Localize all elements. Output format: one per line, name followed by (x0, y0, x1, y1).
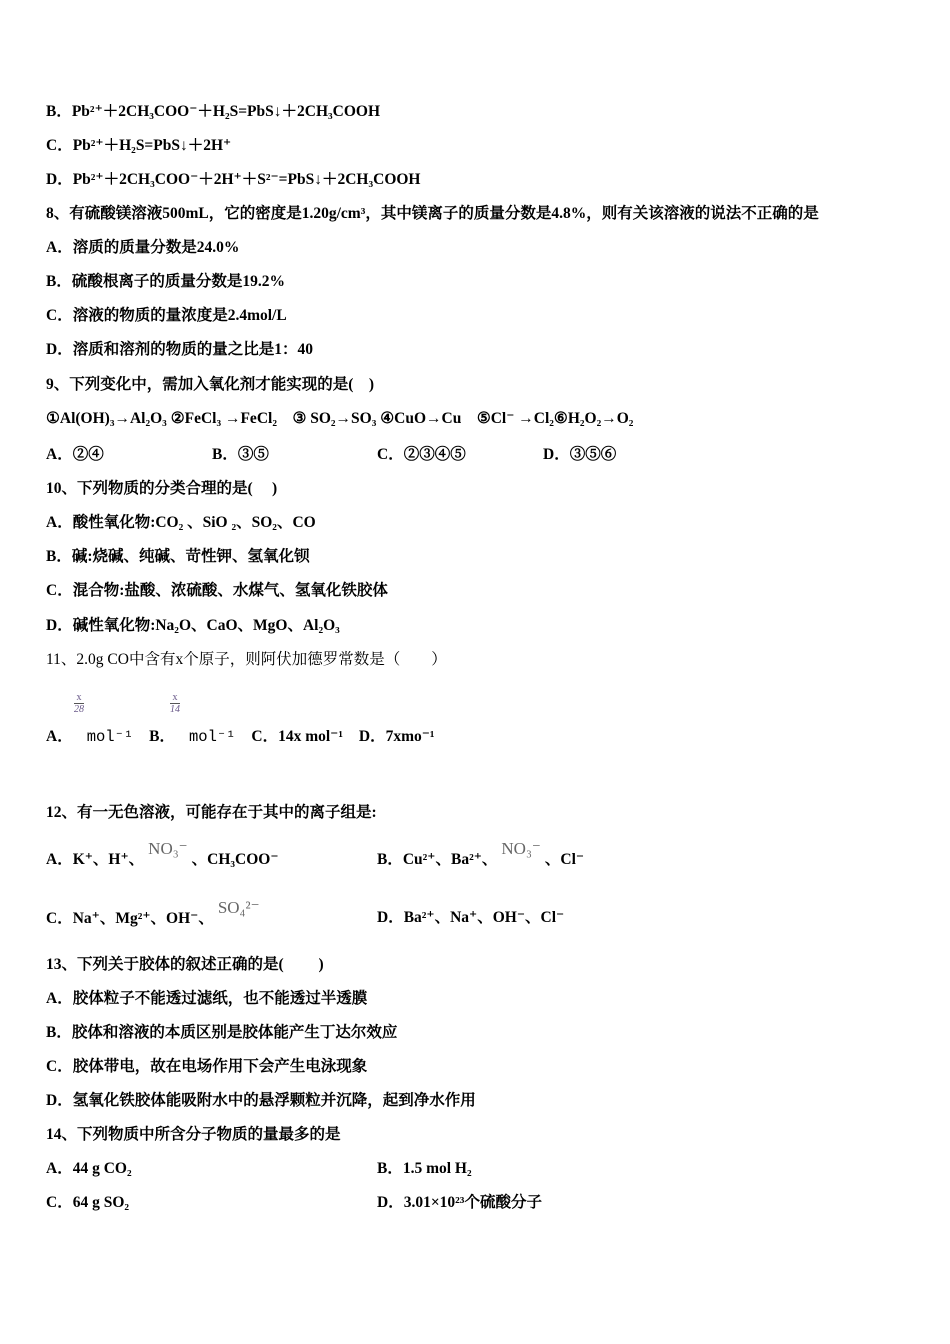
q14-option-b: B．1.5 mol H₂ (377, 1160, 472, 1177)
q12-a-text-2: 、CH₃COO⁻ (191, 851, 279, 868)
q14-stem: 14、下列物质中所含分子物质的量最多的是 (46, 1126, 341, 1143)
q11-option-b-unit: mol⁻¹ (188, 728, 236, 746)
q9-items: ①Al(OH)₃→Al₂O₃ ②FeCl₃ →FeCl₂ ③ SO₂→SO₃ ④CuO→Cu ⑤Cl⁻ →Cl₂⑥H₂O₂→O₂ (46, 410, 634, 427)
nitrate-formula-image: NO₃⁻ (148, 839, 188, 858)
q10-option-c: C．混合物:盐酸、浓硫酸、水煤气、氢氧化铁胶体 (46, 582, 388, 599)
q8-stem: 8、有硫酸镁溶液500mL，它的密度是1.20g/cm³，其中镁离子的质量分数是4.8%，则有关该溶液的说法不正确的是 (46, 205, 819, 222)
sulfate-formula-image: SO₄²⁻ (217, 898, 260, 917)
fraction-numerator: x (74, 692, 84, 704)
q11-option-a-label: A． (46, 728, 73, 745)
q12-b-text-2: 、Cl⁻ (544, 851, 585, 868)
q13-stem: 13、下列关于胶体的叙述正确的是( ) (46, 956, 324, 973)
q14-option-d: D．3.01×10²³个硫酸分子 (377, 1194, 542, 1211)
q9-stem: 9、下列变化中，需加入氧化剂才能实现的是( ) (46, 376, 375, 393)
q8-option-d: D．溶质和溶剂的物质的量之比是1：40 (46, 341, 313, 358)
q12-option-d: D．Ba²⁺、Na⁺、OH⁻、Cl⁻ (377, 909, 565, 926)
q11-fraction-a (74, 692, 84, 715)
q9-option-b: B．③⑤ (212, 446, 269, 463)
q8-option-c: C．溶液的物质的量浓度是2.4mol/L (46, 307, 287, 324)
q12-stem: 12、有一无色溶液，可能存在于其中的离子组是: (46, 804, 377, 821)
q13-option-c: C．胶体带电，故在电场作用下会产生电泳现象 (46, 1058, 368, 1075)
q9-option-c: C．②③④⑤ (377, 446, 466, 463)
fraction-denominator: 28 (74, 704, 84, 715)
q8-option-a: A．溶质的质量分数是24.0% (46, 239, 240, 256)
q9-option-d: D．③⑤⑥ (543, 446, 617, 463)
q11-fraction-b (170, 692, 180, 715)
q12-c-text: C．Na⁺、Mg²⁺、OH⁻、 (46, 910, 214, 927)
q11-option-a-unit: mol⁻¹ (86, 728, 134, 746)
q7-option-b: B．Pb²⁺＋2CH₃COO⁻＋H₂S=PbS↓＋2CH₃COOH (46, 103, 381, 120)
q11-stem: 11、2.0g CO中含有x个原子，则阿伏加德罗常数是（ ） (46, 651, 447, 668)
q12-b-text: B．Cu²⁺、Ba²⁺、 (377, 851, 498, 868)
q12-a-text: A．K⁺、H⁺、 (46, 851, 145, 868)
q9-option-a: A．②④ (46, 446, 104, 463)
q11-option-d: D．7xmo⁻¹ (358, 728, 435, 745)
q11-option-c: C．14x mol⁻¹ (251, 728, 344, 745)
q12-option-a (46, 839, 279, 870)
q11-option-b-label: B． (149, 728, 175, 745)
q12-option-c (46, 898, 264, 929)
q12-option-b (377, 839, 585, 870)
q13-option-a: A．胶体粒子不能透过滤纸，也不能透过半透膜 (46, 990, 368, 1007)
q13-option-d: D．氢氧化铁胶体能吸附水中的悬浮颗粒并沉降，起到净水作用 (46, 1092, 476, 1109)
q10-option-a: A．酸性氧化物:CO₂ 、SiO ₂、SO₂、CO (46, 514, 316, 531)
q14-option-c: C．64 g SO₂ (46, 1194, 130, 1211)
q7-option-c: C．Pb²⁺＋H₂S=PbS↓＋2H⁺ (46, 137, 232, 154)
q13-option-b: B．胶体和溶液的本质区别是胶体能产生丁达尔效应 (46, 1024, 398, 1041)
fraction-numerator: x (170, 692, 180, 704)
q10-stem: 10、下列物质的分类合理的是( ) (46, 480, 278, 497)
q11-options (46, 727, 435, 747)
q10-option-d: D．碱性氧化物:Na₂O、CaO、MgO、Al₂O₃ (46, 617, 340, 634)
fraction-denominator: 14 (170, 704, 180, 715)
q10-option-b: B．碱:烧碱、纯碱、苛性钾、氢氧化钡 (46, 548, 310, 565)
q7-option-d: D．Pb²⁺＋2CH₃COO⁻＋2H⁺＋S²⁻=PbS↓＋2CH₃COOH (46, 171, 421, 188)
nitrate-formula-image: NO₃⁻ (501, 839, 541, 858)
q8-option-b: B．硫酸根离子的质量分数是19.2% (46, 273, 285, 290)
q14-option-a: A．44 g CO₂ (46, 1160, 132, 1177)
